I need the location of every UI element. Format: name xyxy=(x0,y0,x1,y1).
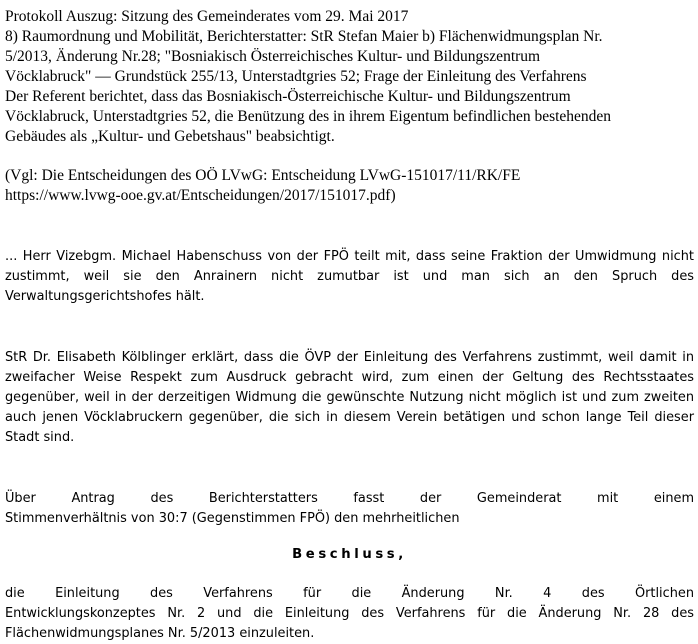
motion-line-2: Stimmenverhältnis von 30:7 (Gegenstimmen FPÖ) den mehrheitlichen xyxy=(5,511,460,526)
report-line-1: Der Referent berichtet, dass das Bosniakisch-Österreichische Kultur- und Bildungszentrum xyxy=(5,88,571,105)
resolution-line-2: Entwicklungskonzeptes Nr. 2 und die Einleitung des Verfahrens für die Änderung Nr. 28 des xyxy=(5,606,694,621)
resolution-line-1: die Einleitung des Verfahrens für die Änderung Nr. 4 des Örtlichen xyxy=(5,586,694,601)
agenda-line-2: 5/2013, Änderung Nr.28; "Bosniakisch Österreichisches Kultur- und Bildungszentrum xyxy=(5,48,541,65)
resolution-line-3: Flächenwidmungsplanes Nr. 5/2013 einzuleiten. xyxy=(5,626,315,641)
resolution-heading: Beschluss, xyxy=(292,547,407,562)
report-line-3: Gebäudes als „Kultur- und Gebetshaus" beabsichtigt. xyxy=(5,128,335,145)
protocol-title: Protokoll Auszug: Sitzung des Gemeinderates vom 29. Mai 2017 xyxy=(5,8,409,25)
agenda-line-1: 8) Raumordnung und Mobilität, Berichterstatter: StR Stefan Maier b) Flächenwidmungsplan Nr. xyxy=(5,28,603,45)
reference-link[interactable]: https://www.lvwg-ooe.gv.at/Entscheidungen/2017/151017.pdf) xyxy=(5,187,396,204)
fpoe-statement: ... Herr Vizebgm. Michael Habenschuss von der FPÖ teilt mit, dass seine Fraktion der Umwidmung nicht zustimmt, weil sie den Anrainern nicht zumutbar ist und man sich an den Spruch des Verwaltungsgerichtshofes hält. xyxy=(5,249,694,304)
agenda-line-3: Vöcklabruck" — Grundstück 255/13, Unterstadtgries 52; Frage der Einleitung des Verfahrens xyxy=(5,68,587,85)
report-line-2: Vöcklabruck, Unterstadtgries 52, die Benützung des in ihrem Eigentum befindlichen bestehenden xyxy=(5,108,612,125)
oevp-statement: StR Dr. Elisabeth Kölblinger erklärt, dass die ÖVP der Einleitung des Verfahrens zustimmt, weil damit in zweifacher Weise Respekt zum Ausdruck gebracht wird, zum einen der Geltung des Rechtsstaates gegenüber, weil in der derzeitigen Widmung die gewünschte Nutzung nicht möglich ist und zum zweiten auch jenen Vöcklabruckern gegenüber, die sich in diesem Verein betätigen und schon lange Teil dieser Stadt sind. xyxy=(5,350,694,445)
reference-line-1: (Vgl: Die Entscheidungen des OÖ LVwG: Entscheidung LVwG-151017/11/RK/FE xyxy=(5,167,521,184)
motion-line-1: Über Antrag des Berichterstatters fasst der Gemeinderat mit einem xyxy=(5,491,694,506)
